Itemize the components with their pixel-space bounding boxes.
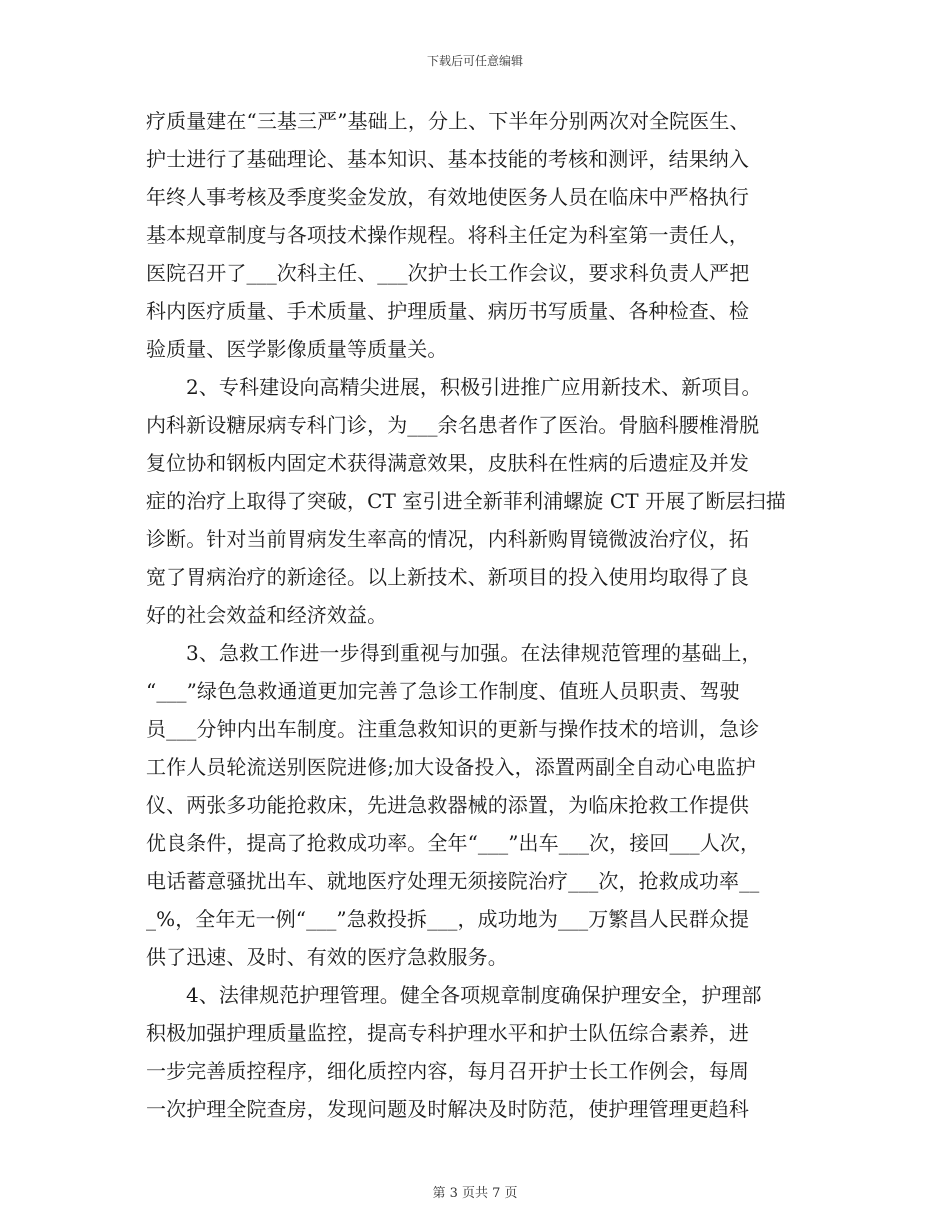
text-line: 好的社会效益和经济效益。 (146, 603, 388, 627)
text-line: 优良条件，提高了抢救成功率。全年“___”出车___次，接回___人次， (146, 831, 761, 855)
text-line: 复位协和钢板内固定术获得满意效果，皮肤科在性病的后遗症及并发 (146, 451, 749, 475)
paragraph-start-line: 3、急救工作进一步得到重视与加强。在法律规范管理的基础上， (186, 641, 762, 665)
text-line: 仪、两张多功能抢救床，先进急救器械的添置，为临床抢救工作提供 (146, 793, 749, 817)
text-line: 基本规章制度与各项技术操作规程。将科主任定为科室第一责任人， (146, 223, 749, 247)
text-line: “___”绿色急救通道更加完善了急诊工作制度、值班人员职责、驾驶 (146, 679, 740, 703)
text-line: 员___分钟内出车制度。注重急救知识的更新与操作技术的培训，急诊 (146, 717, 760, 741)
text-line: 医院召开了___次科主任、___次护士长工作会议，要求科负责人严把 (146, 261, 750, 285)
text-line: _%，全年无一例“___”急救投拆___，成功地为___万繁昌人民群众提 (146, 907, 750, 931)
text-line: 工作人员轮流送别医院进修;加大设备投入，添置两副全自动心电监护 (146, 755, 756, 779)
text-line: 内科新设糖尿病专科门诊，为___余名患者作了医治。骨脑科腰椎滑脱 (146, 413, 760, 437)
text-line: 一次护理全院查房，发现问题及时解决及时防范，使护理管理更趋科 (146, 1097, 749, 1121)
text-line: 供了迅速、及时、有效的医疗急救服务。 (146, 945, 508, 969)
paragraph-start-line: 2、专科建设向高精尖进展，积极引进推广应用新技术、新项目。 (186, 375, 762, 399)
text-line: 验质量、医学影像质量等质量关。 (146, 337, 448, 361)
page-footer: 第 3 页共 7 页 (432, 1186, 518, 1201)
page-header: 下载后可任意编辑 (426, 54, 523, 68)
text-line: 护士进行了基础理论、基本知识、基本技能的考核和测评，结果纳入 (146, 147, 749, 171)
text-line: 疗质量建在“三基三严”基础上，分上、下半年分别两次对全院医生、 (146, 109, 750, 133)
text-line: 一步完善质控程序，细化质控内容，每月召开护士长工作例会，每周 (146, 1059, 749, 1083)
text-line: 宽了胃病治疗的新途径。以上新技术、新项目的投入使用均取得了良 (146, 565, 749, 589)
paragraph-start-line: 4、法律规范护理管理。健全各项规章制度确保护理安全，护理部 (186, 983, 762, 1007)
text-line: 诊断。针对当前胃病发生率高的情况，内科新购胃镜微波治疗仪，拓 (146, 527, 749, 551)
text-line: 科内医疗质量、手术质量、护理质量、病历书写质量、各种检查、检 (146, 299, 749, 323)
text-line: 症的治疗上取得了突破，CT 室引进全新菲利浦螺旋 CT 开展了断层扫描 (146, 489, 786, 513)
text-line: 电话蓄意骚扰出车、就地医疗处理无须接院治疗___次，抢救成功率__ (146, 869, 760, 893)
text-line: 年终人事考核及季度奖金发放，有效地使医务人员在临床中严格执行 (146, 185, 749, 209)
text-line: 积极加强护理质量监控，提高专科护理水平和护士队伍综合素养，进 (146, 1021, 749, 1045)
